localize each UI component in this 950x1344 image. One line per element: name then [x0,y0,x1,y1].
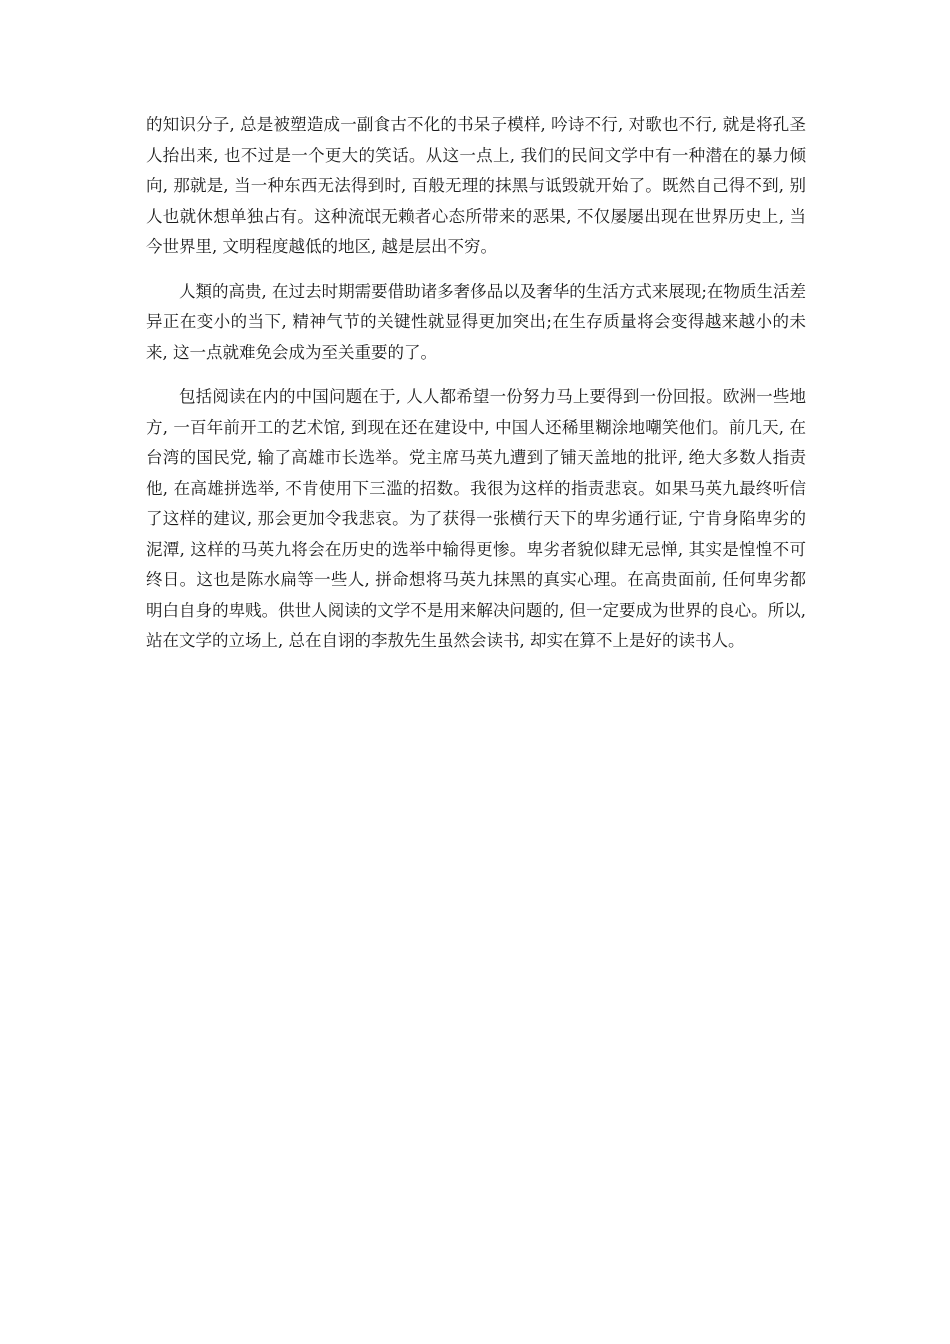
paragraph-2: 人類的高贵, 在过去时期需要借助诸多奢侈品以及奢华的生活方式来展现;在物质生活差异正在变小的当下, 精神气节的关键性就显得更加突出;在生存质量将会变得越来越小的未来, 这一点就难免会成为至关重要的了。 [146,281,806,362]
paragraph-3: 包括阅读在内的中国问题在于, 人人都希望一份努力马上要得到一份回报。欧洲一些地方, 一百年前开工的艺术馆, 到现在还在建设中, 中国人还稀里糊涂地嘲笑他们。前几天, 在台湾的国民党, 输了高雄市长选举。党主席马英九遭到了铺天盖地的批评, 绝大多数人指责他, 在高雄拼选举, 不肯使用下三滥的招数。我很为这样的指责悲哀。如果马英九最终听信了这样的建议, 那会更加令我悲哀。为了获得一张横行天下的卑劣通行证, 宁肯身陷卑劣的泥潭, 这样的马英九将会在历史的选举中输得更惨。卑劣者貌似肆无忌惮, 其实是惶惶不可终日。这也是陈水扁等一些人, 拼命想将马英九抹黑的真实心理。在高贵面前, 任何卑劣都明白自身的卑贱。供世人阅读的文学不是用来解决问题的, 但一定要成为世界的良心。所以, 站在文学的立场上, 总在自诩的李敖先生虽然会读书, 却实在算不上是好的读书人。 [146,387,806,650]
document-body [146,110,806,671]
paragraph-1: 的知识分子, 总是被塑造成一副食古不化的书呆子模样, 吟诗不行, 对歌也不行, 就是将孔圣人抬出来, 也不过是一个更大的笑话。从这一点上, 我们的民间文学中有一种潜在的暴力倾向, 那就是, 当一种东西无法得到时, 百般无理的抹黑与诋毁就开始了。既然自己得不到, 别人也就休想单独占有。这种流氓无赖者心态所带来的恶果, 不仅屡屡出现在世界历史上, 当今世界里, 文明程度越低的地区, 越是层出不穷。 [146,115,806,256]
